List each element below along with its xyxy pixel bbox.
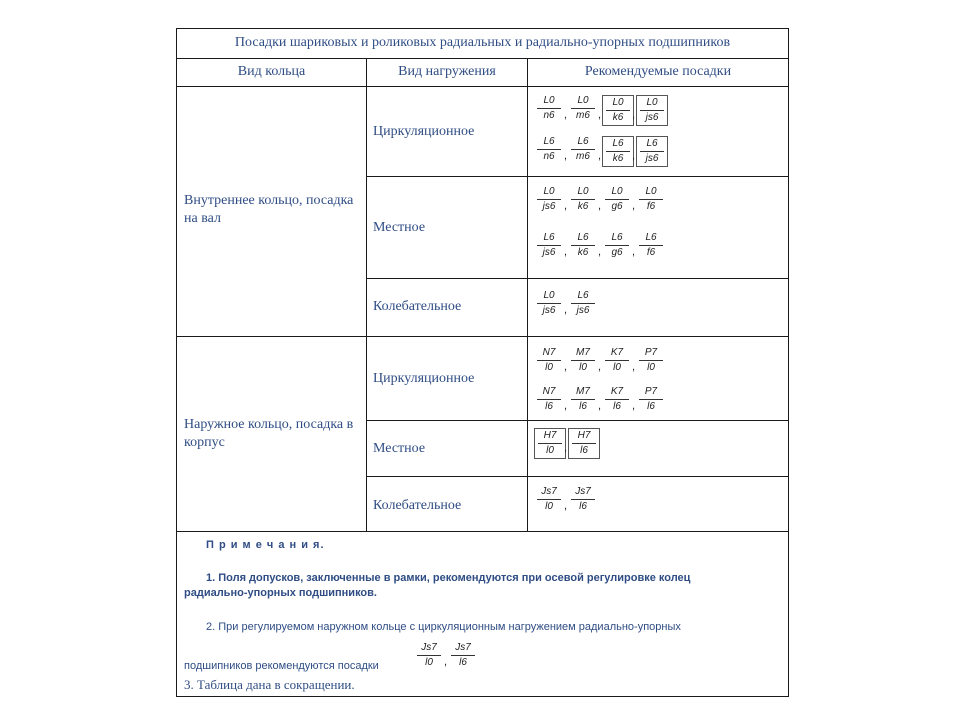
fit-separator: , (632, 150, 636, 162)
fit-fraction (568, 186, 598, 213)
fraction-bar (537, 399, 561, 400)
fit-fraction (636, 95, 668, 126)
fraction-bar (417, 655, 441, 656)
fit-numerator: Js7 (575, 486, 591, 497)
fit-fraction (534, 95, 564, 122)
fit-denominator: n6 (543, 110, 555, 121)
fit-fraction (414, 642, 444, 669)
fit-fraction (602, 186, 632, 213)
fit-separator: , (598, 361, 602, 373)
fit-denominator: f6 (646, 201, 656, 212)
fit-separator: , (564, 361, 568, 373)
fit-separator: , (632, 246, 636, 258)
fit-fraction (534, 486, 564, 513)
load-inner-local: Местное (373, 220, 426, 235)
fit-fraction (534, 428, 566, 459)
fit-separator: , (632, 109, 636, 121)
fit-numerator: L0 (611, 186, 623, 197)
table-border-left (176, 28, 177, 697)
load-outer-oscillating: Колебательное (373, 498, 462, 513)
col-divider (366, 58, 367, 532)
fit-separator: , (632, 361, 636, 373)
fit-numerator: L0 (577, 186, 589, 197)
note-1-line-1: 1. Поля допусков, заключенные в рамки, рекомендуются при осевой регулировке колец (206, 572, 691, 584)
header-load-type: Вид нагружения (398, 64, 496, 79)
fraction-bar (605, 399, 629, 400)
fit-fraction (636, 347, 666, 374)
fit-fraction (568, 290, 598, 317)
row-divider (366, 476, 789, 477)
table-title: Посадки шариковых и роликовых радиальных и радиально-упорных подшипников (234, 35, 731, 50)
load-inner-circulating: Циркуляционное (373, 124, 475, 139)
fit-denominator: l6 (613, 401, 621, 412)
fraction-bar (451, 655, 475, 656)
fit-fraction (534, 290, 564, 317)
fit-separator: , (564, 200, 568, 212)
note-3: 3. Таблица дана в сокращении. (184, 677, 355, 692)
fit-fraction (636, 232, 666, 259)
fit-separator: , (564, 442, 568, 454)
fit-separator: , (598, 400, 602, 412)
fit-numerator: P7 (644, 386, 658, 397)
fit-numerator: L6 (577, 232, 589, 243)
fit-fraction (448, 642, 478, 669)
fit-denominator: n6 (543, 151, 555, 162)
fit-separator: , (564, 246, 568, 258)
fit-separator: , (564, 400, 568, 412)
fit-denominator: js6 (576, 305, 590, 316)
fit-denominator: js6 (542, 305, 556, 316)
fraction-bar (605, 360, 629, 361)
fit-numerator: L0 (577, 95, 589, 106)
fit-separator: , (444, 656, 448, 668)
fit-fraction (534, 232, 564, 259)
fit-numerator: L0 (543, 186, 555, 197)
fit-numerator: L0 (646, 97, 658, 108)
fit-numerator: K7 (610, 386, 624, 397)
fit-denominator: k6 (612, 112, 624, 123)
fraction-bar (537, 199, 561, 200)
fraction-bar (537, 245, 561, 246)
fit-numerator: P7 (644, 347, 658, 358)
fit-fraction (636, 386, 666, 413)
fraction-bar (571, 399, 595, 400)
fit-numerator: H7 (543, 430, 557, 441)
fit-fraction (568, 136, 598, 163)
fraction-bar (572, 443, 596, 444)
row-divider (366, 176, 789, 177)
row-divider (366, 278, 789, 279)
fit-fraction (534, 186, 564, 213)
fit-numerator: N7 (542, 347, 556, 358)
fraction-bar (571, 108, 595, 109)
fit-numerator: L6 (645, 232, 657, 243)
fit-denominator: g6 (611, 201, 623, 212)
fit-fraction (568, 95, 598, 122)
fit-denominator: l6 (647, 401, 655, 412)
fit-denominator: l0 (425, 657, 433, 668)
fit-numerator: N7 (542, 386, 556, 397)
fit-numerator: L6 (577, 136, 589, 147)
header-ring-type: Вид кольца (237, 64, 306, 79)
fraction-bar (639, 399, 663, 400)
fraction-bar (538, 443, 562, 444)
fit-fraction (568, 232, 598, 259)
fit-numerator: K7 (610, 347, 624, 358)
fit-denominator: l6 (580, 445, 588, 456)
header-recommended-fits: Рекомендуемые посадки (584, 64, 732, 79)
fraction-bar (571, 360, 595, 361)
row-divider (176, 336, 789, 337)
fit-denominator: l6 (579, 501, 587, 512)
fit-denominator: js6 (542, 201, 556, 212)
fit-separator: , (564, 150, 568, 162)
fit-numerator: Js7 (455, 642, 471, 653)
fit-numerator: L6 (611, 232, 623, 243)
fit-denominator: k6 (577, 201, 589, 212)
fit-fraction (534, 136, 564, 163)
fit-separator: , (598, 246, 602, 258)
fraction-bar (639, 245, 663, 246)
notes-heading: П р и м е ч а н и я. (206, 539, 325, 551)
fraction-bar (537, 360, 561, 361)
fit-fraction (568, 347, 598, 374)
fit-denominator: js6 (645, 112, 659, 123)
fit-numerator: L0 (645, 186, 657, 197)
fit-denominator: k6 (577, 247, 589, 258)
fraction-bar (605, 245, 629, 246)
fit-denominator: l0 (613, 362, 621, 373)
row-divider (366, 420, 789, 421)
fit-denominator: js6 (645, 153, 659, 164)
fit-separator: , (564, 109, 568, 121)
table-border-bottom (176, 696, 789, 697)
fit-numerator: L6 (543, 136, 555, 147)
fit-numerator: L0 (612, 97, 624, 108)
fit-separator: , (598, 109, 602, 121)
fit-fraction (568, 486, 598, 513)
fit-denominator: l0 (545, 501, 553, 512)
fit-fraction (568, 428, 600, 459)
fit-separator: , (564, 304, 568, 316)
fit-numerator: H7 (577, 430, 591, 441)
fit-denominator: l0 (579, 362, 587, 373)
ring-outer-label: Наружное кольцо, посадка в корпус (184, 417, 354, 450)
fit-separator: , (598, 200, 602, 212)
note-2-line-1: 2. При регулируемом наружном кольце с циркуляционным нагружением радиально-упорных (206, 621, 681, 633)
note-2-line-2: подшипников рекомендуются посадки (184, 660, 379, 672)
load-outer-circulating: Циркуляционное (373, 371, 475, 386)
fit-denominator: js6 (542, 247, 556, 258)
load-outer-local: Местное (373, 441, 426, 456)
fraction-bar (639, 360, 663, 361)
table-border-right (788, 28, 789, 697)
note-1-line-2: радиально-упорных подшипников. (184, 587, 377, 599)
fit-fraction (602, 386, 632, 413)
fraction-bar (606, 110, 630, 111)
fit-denominator: f6 (646, 247, 656, 258)
fit-denominator: k6 (612, 153, 624, 164)
col-divider (527, 58, 528, 532)
fit-denominator: l6 (579, 401, 587, 412)
fit-fraction (602, 95, 634, 126)
fit-fraction (636, 136, 668, 167)
fit-numerator: L6 (543, 232, 555, 243)
fit-denominator: l0 (647, 362, 655, 373)
fit-denominator: l0 (545, 362, 553, 373)
row-divider (176, 58, 789, 59)
table-border-top (176, 28, 789, 29)
fit-numerator: M7 (576, 386, 590, 397)
fraction-bar (571, 245, 595, 246)
row-divider (176, 531, 789, 532)
fit-fraction (534, 386, 564, 413)
fit-numerator: Js7 (421, 642, 437, 653)
fit-separator: , (632, 200, 636, 212)
row-divider (176, 86, 789, 87)
fit-fraction (534, 347, 564, 374)
fraction-bar (640, 151, 664, 152)
fit-denominator: l6 (459, 657, 467, 668)
load-inner-oscillating: Колебательное (373, 299, 462, 314)
fit-fraction (636, 186, 666, 213)
fit-numerator: L0 (543, 95, 555, 106)
fit-fraction (602, 136, 634, 167)
fraction-bar (537, 149, 561, 150)
fit-separator: , (564, 500, 568, 512)
fit-separator: , (632, 400, 636, 412)
fit-numerator: L6 (577, 290, 589, 301)
fit-denominator: m6 (576, 151, 590, 162)
fit-numerator: L0 (543, 290, 555, 301)
fraction-bar (537, 108, 561, 109)
fit-fraction (602, 232, 632, 259)
fraction-bar (537, 303, 561, 304)
fraction-bar (571, 499, 595, 500)
fraction-bar (571, 149, 595, 150)
fit-numerator: L6 (646, 138, 658, 149)
fraction-bar (639, 199, 663, 200)
fraction-bar (537, 499, 561, 500)
fit-separator: , (598, 150, 602, 162)
ring-inner-label: Внутреннее кольцо, посадка на вал (184, 193, 354, 226)
fit-fraction (602, 347, 632, 374)
fit-fraction (568, 386, 598, 413)
fraction-bar (571, 199, 595, 200)
fit-numerator: Js7 (541, 486, 557, 497)
fraction-bar (605, 199, 629, 200)
fit-numerator: L6 (612, 138, 624, 149)
fit-denominator: l0 (546, 445, 554, 456)
fit-denominator: g6 (611, 247, 623, 258)
fraction-bar (640, 110, 664, 111)
fit-denominator: l6 (545, 401, 553, 412)
fraction-bar (571, 303, 595, 304)
fraction-bar (606, 151, 630, 152)
fit-numerator: M7 (576, 347, 590, 358)
fit-denominator: m6 (576, 110, 590, 121)
